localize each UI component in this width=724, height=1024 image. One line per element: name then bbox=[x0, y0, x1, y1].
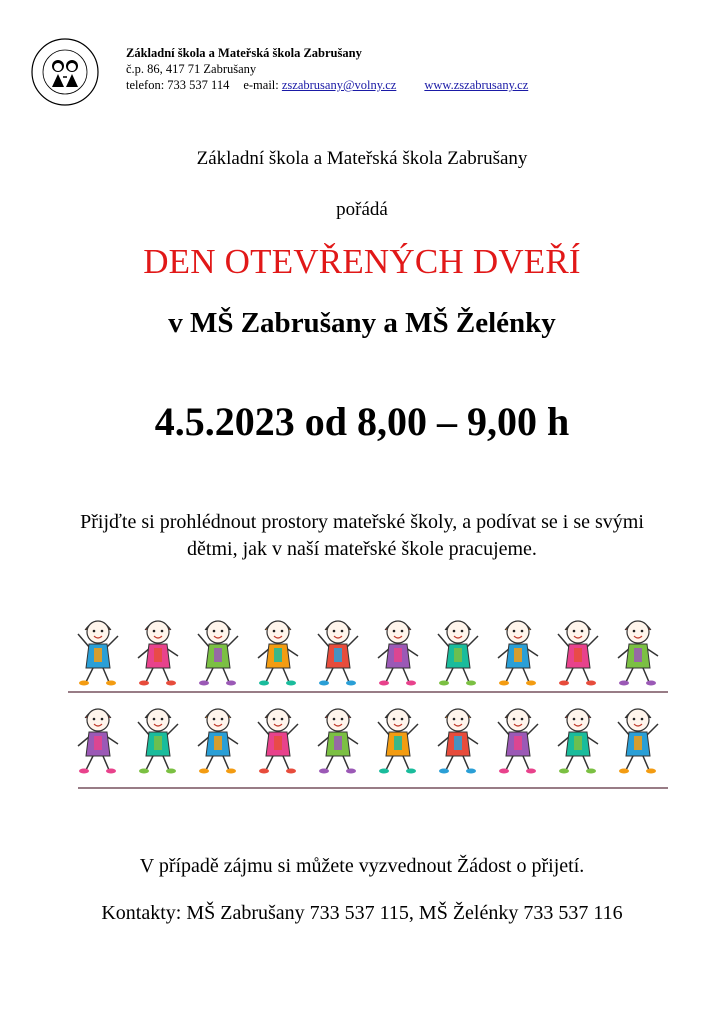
event-location: v MŠ Zabrušany a MŠ Želénky bbox=[168, 307, 556, 339]
child-figure bbox=[318, 709, 358, 774]
application-note: V případě zájmu si můžete vyzvednout Žádost o přijetí. bbox=[139, 855, 585, 877]
email-link[interactable]: zszabrusany@volny.cz bbox=[281, 78, 397, 92]
child-figure bbox=[198, 709, 238, 774]
event-title: DEN OTEVŘENÝCH DVEŘÍ bbox=[143, 242, 581, 281]
child-figure bbox=[618, 709, 658, 774]
child-figure bbox=[318, 621, 358, 686]
school-logo bbox=[30, 37, 100, 107]
event-datetime: 4.5.2023 od 8,00 – 9,00 h bbox=[154, 399, 570, 444]
contacts-text: Kontakty: MŠ Zabrušany 733 537 115, MŠ Želénky 733 537 116 bbox=[101, 902, 623, 924]
child-figure bbox=[138, 621, 178, 686]
invitation-text bbox=[0, 509, 724, 563]
child-figure bbox=[258, 709, 298, 774]
organizer-text: Základní škola a Mateřská škola Zabrušany bbox=[196, 148, 528, 169]
letterhead bbox=[126, 45, 528, 93]
invitation-line-2: dětmi, jak v naší mateřské škole pracujeme. bbox=[187, 538, 537, 560]
child-figure bbox=[558, 709, 598, 774]
child-figure bbox=[498, 621, 538, 686]
child-figure bbox=[498, 709, 538, 774]
child-figure bbox=[378, 709, 418, 774]
invitation-line-1: Přijďte si prohlédnout prostory mateřské školy, a podívat se i se svými bbox=[80, 511, 644, 533]
phone-text: telefon: 733 537 114 bbox=[126, 78, 230, 92]
child-figure bbox=[258, 621, 298, 686]
child-figure bbox=[198, 621, 238, 686]
email-label: e-mail: bbox=[243, 78, 279, 92]
child-figure bbox=[78, 709, 118, 774]
child-figure bbox=[558, 621, 598, 686]
child-figure bbox=[618, 621, 658, 686]
child-figure bbox=[438, 621, 478, 686]
website-link[interactable]: www.zszabrusany.cz bbox=[424, 78, 529, 92]
school-name: Základní škola a Mateřská škola Zabrušany bbox=[126, 46, 362, 60]
child-figure bbox=[438, 709, 478, 774]
school-address: č.p. 86, 417 71 Zabrušany bbox=[126, 62, 257, 76]
contact-line bbox=[126, 77, 528, 93]
organizes-text: pořádá bbox=[336, 199, 388, 220]
dancing-children-illustration bbox=[68, 610, 668, 800]
child-figure bbox=[378, 621, 418, 686]
child-figure bbox=[138, 709, 178, 774]
child-figure bbox=[78, 621, 118, 686]
